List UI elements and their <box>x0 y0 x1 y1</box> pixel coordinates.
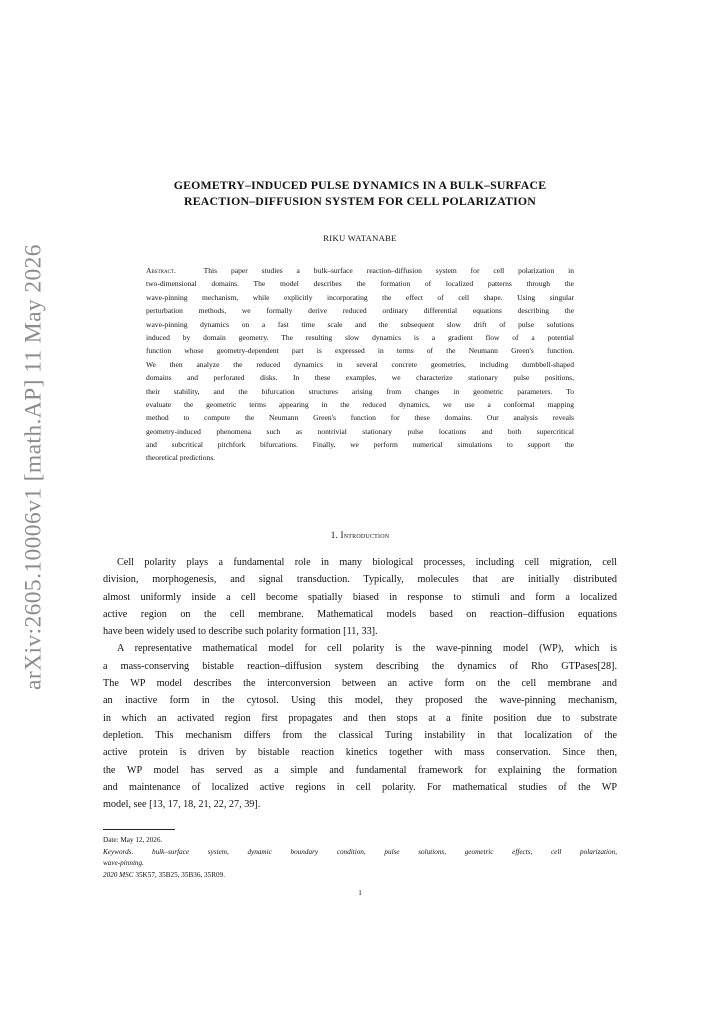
page-number: 1 <box>358 889 362 897</box>
keywords-text: wave-pinning. <box>103 859 144 868</box>
paper-title <box>103 177 617 209</box>
paragraph-line: model, see [13, 17, 18, 21, 22, 27, 39]. <box>103 799 261 811</box>
paragraph-line: an inactive form in the cytosol. Using this model, they proposed the wave-pinning mechanism, <box>103 695 617 707</box>
paragraph-line: the WP model has served as a simple and fundamental framework for explaining the formation <box>103 764 617 776</box>
abstract-line-text: This paper studies a bulk–surface reaction–diffusion system for cell polarization in <box>203 266 574 275</box>
abstract-line: wave-pinning mechanism, while explicitly incorporating the effect of cell shape. Using singular <box>146 292 574 302</box>
arxiv-identifier-stamp: arXiv:2605.10006v1 [math.AP] 11 May 2026 <box>20 244 47 690</box>
paragraph-line: in which an activated region first propagates and then stops at a finite position due to substrate <box>103 712 617 724</box>
paragraph-line: The WP model describes the interconversion between an active form on the cell membrane and <box>103 678 617 690</box>
abstract-line: and subcritical pitchfork bifurcations. Finally, we perform numerical simulations to support the <box>146 440 574 450</box>
keywords-text: bulk–surface system, dynamic boundary condition, pulse solutions, geometric effects, cell polarization, <box>151 847 618 856</box>
abstract-line: induced by domain geometry. The resulting slow dynamics is a gradient flow of a potential <box>146 332 574 342</box>
abstract <box>146 264 574 465</box>
abstract-line: their stability, and the bifurcation structures arising from changes in geometric parameters. To <box>146 386 574 396</box>
body-text <box>103 554 617 813</box>
title-line-1: GEOMETRY–INDUCED PULSE DYNAMICS IN A BULK–SURFACE <box>173 178 547 192</box>
footnote-keywords-continued <box>103 858 617 870</box>
footnote-date: Date: May 12, 2026. <box>103 836 163 844</box>
abstract-line: function whose geometry-dependent part is expressed in terms of the Neumann Green's function. <box>146 346 574 356</box>
abstract-line: two-dimensional domains. The model describes the formation of localized patterns through the <box>146 279 574 289</box>
msc-label: 2020 MSC <box>103 870 134 879</box>
title-line-2: REACTION–DIFFUSION SYSTEM FOR CELL POLARIZATION <box>184 194 536 208</box>
paragraph-line: A representative mathematical model for cell polarity is the wave-pinning model (WP), which is <box>117 643 617 655</box>
author-name: RIKU WATANABE <box>323 233 397 243</box>
paragraph-line: have been widely used to describe such polarity formation [11, 33]. <box>103 626 378 638</box>
section-heading <box>103 530 617 540</box>
abstract-line: perturbation methods, we formally derive reduced ordinary differential equations describing the <box>146 306 574 316</box>
abstract-line <box>146 264 574 277</box>
paragraph-line: and maintenance of localized active regions in cell polarity. For mathematical studies of the WP <box>103 781 617 793</box>
paragraph-line: Cell polarity plays a fundamental role in many biological processes, including cell migration, cell <box>117 557 617 568</box>
msc-codes: 35K57, 35B25, 35B36, 35R09. <box>135 870 225 879</box>
abstract-line: theoretical predictions. <box>146 453 216 463</box>
abstract-line: method to compute the Neumann Green's function for these domains. Our analysis reveals <box>146 413 574 423</box>
footnote-keywords <box>103 847 617 859</box>
abstract-line: domains and perforated disks. In these examples, we characterize stationary pulse positions, <box>146 373 574 383</box>
paragraph-line: active region on the cell membrane. Mathematical models based on reaction–diffusion equations <box>103 608 617 620</box>
keywords-label: Keywords. <box>103 847 134 856</box>
paragraph-line: depletion. This mechanism differs from the classical Turing instability in that localization of the <box>103 729 617 741</box>
abstract-line: wave-pinning dynamics on a fast time scale and the subsequent slow drift of pulse solutions <box>146 319 574 329</box>
paragraph-line: division, morphogenesis, and signal transduction. Typically, molecules that are initially distributed <box>103 574 617 586</box>
abstract-line: geometry-induced phenomena such as nontrivial stationary pulse locations and both supercritical <box>146 426 574 436</box>
section-title: Introduction <box>340 530 390 540</box>
footnote-rule <box>103 829 175 830</box>
abstract-line: evaluate the geometric terms appearing in the reduced dynamics, we use a conformal mapping <box>146 399 574 409</box>
footnote-msc <box>103 870 617 882</box>
abstract-label: Abstract. <box>146 266 176 275</box>
section-number: 1. <box>330 530 338 540</box>
paragraph-line: active protein is driven by bistable reaction kinetics together with mass conservation. Since then, <box>103 747 617 759</box>
footnotes <box>103 835 617 881</box>
paragraph-line: almost uniformly inside a cell become spatially biased in response to stimuli and form a localized <box>103 591 617 603</box>
abstract-line: We then analyze the reduced dynamics in several concrete geometries, including dumbbell-shaped <box>146 359 574 369</box>
paragraph-line: a mass-conserving bistable reaction–diffusion system describing the dynamics of Rho GTPases[28]. <box>103 660 617 672</box>
